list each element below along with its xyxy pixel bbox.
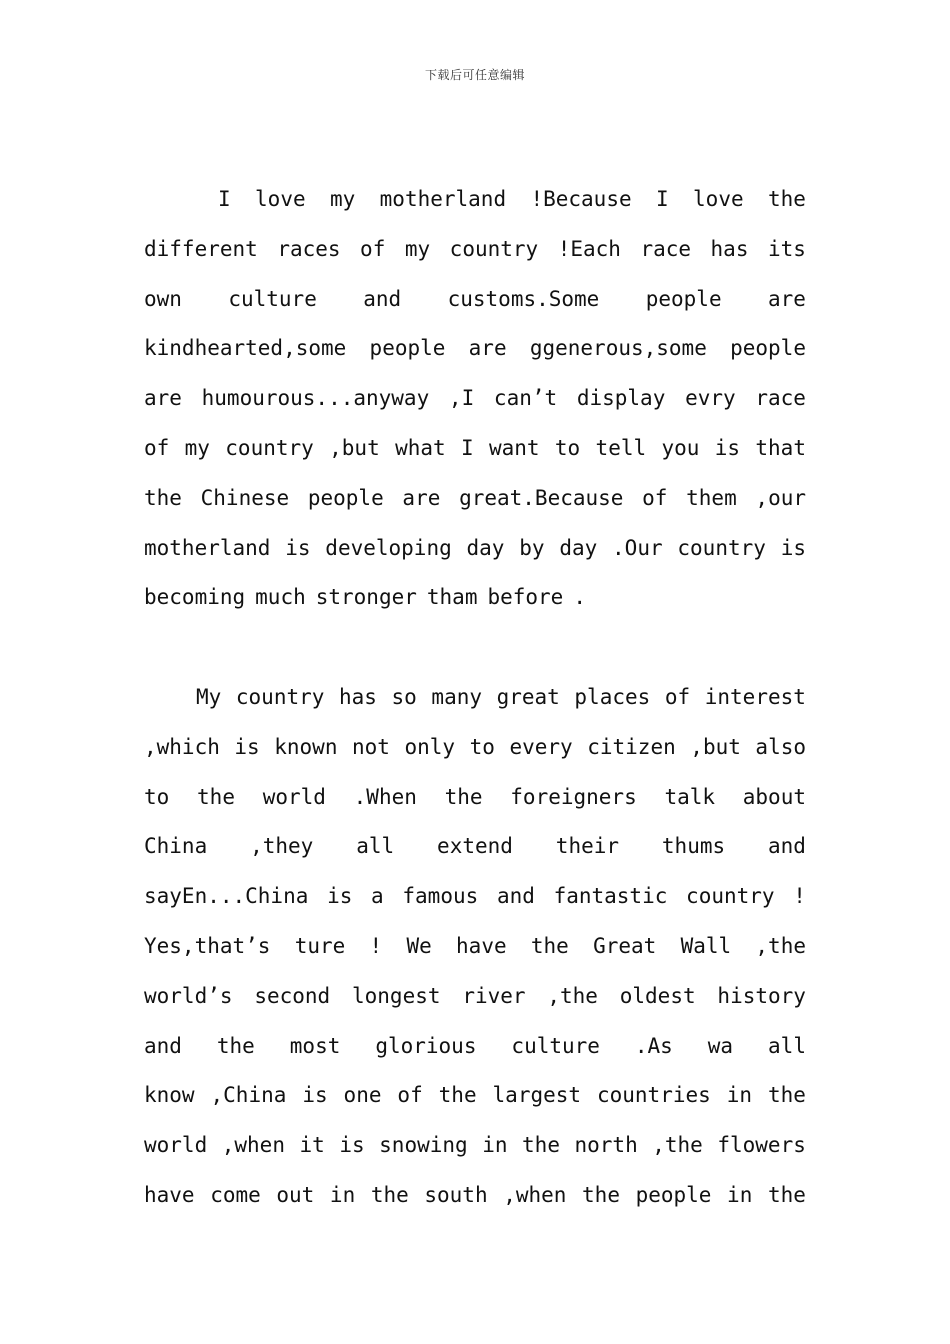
word: of (397, 1083, 423, 1108)
word: people (369, 336, 446, 361)
word: country (225, 435, 314, 460)
word: people (635, 1182, 712, 1207)
word: ,I (448, 386, 475, 411)
word: my (404, 236, 431, 261)
word: of (642, 485, 668, 510)
word: motherland (379, 187, 507, 211)
word: snowing (379, 1133, 468, 1158)
word: ,when (503, 1182, 567, 1207)
text-line (144, 524, 806, 574)
word: .As (634, 1033, 673, 1058)
word: people (307, 485, 384, 510)
word: developing (325, 535, 452, 560)
word: are (402, 485, 441, 510)
word: culture (511, 1033, 600, 1058)
word: tham (426, 585, 478, 610)
word: river (462, 983, 526, 1008)
word: great (496, 685, 560, 709)
word: all (356, 834, 395, 859)
word: one (343, 1083, 382, 1108)
word: culture (228, 286, 317, 311)
word: people (730, 336, 806, 361)
word: . (573, 585, 586, 610)
word: the (216, 1033, 255, 1058)
text-line (144, 324, 806, 374)
text-line (144, 822, 806, 872)
word: tell (595, 435, 647, 460)
word: ,but (329, 435, 380, 460)
word: Great (593, 933, 657, 958)
word: are (768, 286, 806, 311)
word: world (144, 1133, 208, 1158)
word: talk (664, 784, 716, 809)
word: ! (369, 933, 383, 958)
text-line (144, 723, 806, 773)
word: humourous...anyway (201, 386, 430, 411)
word: Yes,that’s (144, 933, 271, 958)
word: the (370, 1182, 409, 1207)
word: is (339, 1133, 365, 1158)
word: in (329, 1182, 356, 1207)
word: My (196, 685, 222, 709)
word: of (664, 685, 691, 709)
word: to (554, 435, 581, 460)
word: of (144, 435, 170, 460)
word: in (727, 1182, 753, 1207)
word: it (299, 1133, 325, 1158)
text-line (144, 225, 806, 275)
word: and (144, 1033, 182, 1058)
word: to (469, 734, 495, 759)
word: customs.Some (447, 286, 600, 311)
word: ,China (210, 1083, 287, 1108)
word: second (254, 983, 331, 1008)
word: We (406, 933, 432, 958)
word: are (144, 386, 182, 411)
word: its (767, 236, 806, 261)
word: ture (294, 933, 346, 958)
word: the (197, 784, 235, 809)
word: my (184, 435, 210, 460)
word: have (144, 1182, 195, 1207)
word: extend (437, 834, 513, 859)
word: ,but (690, 734, 741, 759)
text-line (144, 175, 806, 225)
word: what (395, 435, 446, 460)
word: glorious (375, 1033, 477, 1058)
word: has (339, 685, 377, 709)
word: ,our (755, 485, 806, 510)
text-line (144, 374, 806, 424)
word: has (710, 236, 749, 261)
word: by (519, 535, 545, 560)
text-line (144, 573, 806, 623)
word: citizen (587, 734, 676, 759)
text-line (144, 922, 806, 972)
word: is (302, 1083, 328, 1108)
text-line (144, 673, 806, 723)
word: all (768, 1033, 806, 1058)
word: that (755, 435, 806, 460)
word: kindhearted,some (144, 336, 347, 361)
word: different (144, 236, 258, 261)
word: motherland (144, 535, 271, 560)
text-line (144, 773, 806, 823)
word: the (767, 187, 806, 211)
word: evry (685, 386, 736, 411)
word: ,which (144, 734, 220, 759)
word: the (522, 1133, 560, 1158)
word: south (424, 1182, 488, 1207)
word: know (144, 1083, 195, 1108)
word: foreigners (510, 784, 637, 809)
word: China (144, 834, 208, 859)
word: their (555, 834, 620, 859)
word: most (289, 1033, 341, 1058)
word: people (645, 286, 722, 311)
word: many (431, 685, 482, 709)
word: country (235, 685, 325, 709)
word: flowers (717, 1133, 806, 1158)
word: stronger (315, 585, 417, 610)
word: out (276, 1182, 315, 1207)
word: and (363, 286, 402, 311)
word: the (767, 1083, 806, 1108)
word: and (496, 884, 535, 909)
word: country (686, 884, 775, 909)
word: I (656, 187, 669, 211)
word: places (574, 685, 651, 709)
word: the (444, 784, 483, 809)
word: much (255, 585, 306, 610)
word: love (693, 187, 744, 211)
word: to (144, 784, 170, 809)
word: ,they (250, 834, 314, 859)
word: can’t (493, 386, 558, 411)
page-header: 下载后可任意编辑 (424, 68, 525, 82)
text-line (144, 1171, 806, 1221)
word: famous (402, 884, 479, 909)
word: .When (353, 784, 417, 809)
text-line (144, 872, 806, 922)
text-line (144, 972, 806, 1022)
word: day (559, 535, 598, 560)
word: races (277, 236, 341, 261)
word: only (404, 734, 456, 759)
word: north (574, 1133, 638, 1158)
paragraph-2 (144, 673, 806, 1221)
word: in (726, 1083, 753, 1108)
word: ,when (221, 1133, 285, 1158)
word: race (640, 236, 692, 261)
word: not (352, 734, 390, 759)
word: I (460, 435, 474, 460)
word: ,the (547, 983, 598, 1008)
word: largest (492, 1083, 582, 1108)
word: oldest (619, 983, 696, 1008)
word: before (487, 585, 564, 610)
word: my (329, 187, 356, 211)
word: have (456, 933, 507, 958)
word: come (210, 1182, 261, 1207)
word: world (262, 784, 326, 809)
word: sayEn...China (144, 884, 309, 909)
word: race (755, 386, 806, 411)
word: the (767, 1182, 806, 1207)
text-line (144, 1022, 806, 1072)
word: is (780, 535, 806, 560)
word: a (371, 884, 384, 909)
word: Wall (680, 933, 732, 958)
word: ,the (652, 1133, 703, 1158)
word: so (391, 685, 417, 709)
word: history (717, 983, 806, 1008)
word: great.Because (459, 485, 624, 510)
text-line (144, 1121, 806, 1171)
text-line (144, 275, 806, 325)
word: you (661, 435, 700, 460)
word: longest (352, 983, 441, 1008)
word: ggenerous,some (529, 336, 707, 361)
word: is (234, 734, 260, 759)
word: ! (793, 884, 806, 909)
word: world’s (144, 983, 233, 1008)
word: want (488, 435, 540, 460)
word: fantastic (553, 884, 668, 909)
word: I (218, 187, 231, 211)
word: is (285, 535, 311, 560)
text-line (144, 474, 806, 524)
word: interest (704, 685, 806, 709)
word: them (686, 485, 737, 510)
word: the (582, 1182, 620, 1207)
word: is (327, 884, 353, 909)
word: known (274, 734, 338, 759)
paragraph-1 (144, 175, 806, 623)
text-line (144, 424, 806, 474)
word: is (714, 435, 741, 460)
word: are (468, 336, 507, 361)
word: own (144, 286, 182, 311)
word: also (755, 734, 806, 759)
word: love (255, 187, 306, 211)
word: country (449, 236, 539, 261)
word: every (509, 734, 573, 759)
word: !Because (530, 187, 632, 211)
text-line (144, 1071, 806, 1121)
word: wa (707, 1033, 734, 1058)
word: day (466, 535, 505, 560)
word: .Our (612, 535, 663, 560)
word: display (576, 386, 666, 411)
word: the (438, 1083, 477, 1108)
word: ,the (755, 933, 806, 958)
word: the (530, 933, 569, 958)
word: country (677, 535, 766, 560)
word: countries (596, 1083, 711, 1108)
word: Chinese (200, 485, 290, 510)
word: in (482, 1133, 508, 1158)
word: and (768, 834, 806, 859)
word: of (360, 236, 386, 261)
word: !Each (557, 236, 621, 261)
word: about (742, 784, 806, 809)
word: the (144, 485, 182, 510)
word: becoming (144, 585, 246, 610)
word: thums (661, 834, 726, 859)
